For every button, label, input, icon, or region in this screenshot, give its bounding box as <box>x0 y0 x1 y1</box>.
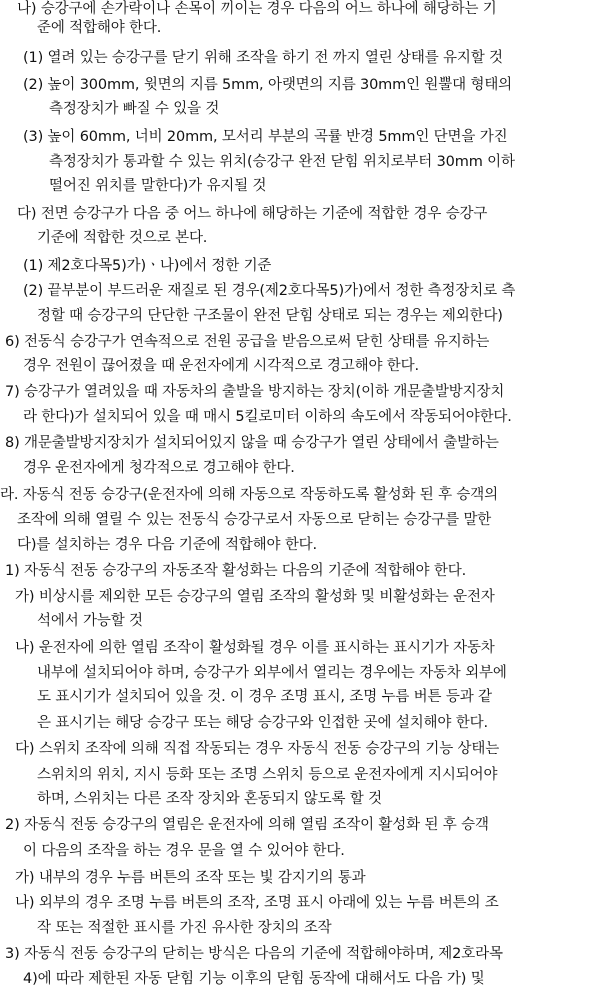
text-line: 다) 스위치 조작에 의해 직접 작동되는 경우 자동식 전동 승강구의 기능 상태는 <box>15 741 500 757</box>
text-line: (1) 제2호다목5)가)ㆍ나)에서 정한 기준 <box>23 258 272 274</box>
text-line: 8) 개문출발방지장치가 설치되어있지 않을 때 승강구가 열린 상태에서 출발하는 <box>5 435 499 451</box>
text-line: 하며, 스위치는 다른 조작 장치와 혼동되지 않도록 할 것 <box>37 791 382 807</box>
text-line: 6) 전동식 승강구가 연속적으로 전원 공급을 받음으로써 닫힌 상태를 유지하는 <box>5 334 490 350</box>
text-line: 다) 전면 승강구가 다음 중 어느 하나에 해당하는 기준에 적합한 경우 승강구 <box>17 206 488 222</box>
text-line: 정할 때 승강구의 단단한 구조물이 완전 닫힘 상태로 되는 경우는 제외한다) <box>37 308 503 324</box>
text-line: 조작에 의해 열릴 수 있는 전동식 승강구로서 자동으로 닫히는 승강구를 말한 <box>17 512 492 528</box>
text-line: 다)를 설치하는 경우 다음 기준에 적합해야 한다. <box>17 537 318 553</box>
text-line: 1) 자동식 전동 승강구의 자동조작 활성화는 다음의 기준에 적합해야 한다. <box>5 563 467 579</box>
text-line: 은 표시기는 해당 승강구 또는 해당 승강구와 인접한 곳에 설치해야 한다. <box>37 715 488 731</box>
text-line: (1) 열려 있는 승강구를 닫기 위해 조작을 하기 전 까지 열린 상태를 유지할 것 <box>23 50 503 66</box>
text-line: 나) 운전자에 의한 열림 조작이 활성화될 경우 이를 표시하는 표시기가 자동차 <box>15 640 495 656</box>
text-line: 석에서 가능할 것 <box>37 613 143 629</box>
text-line: 측정장치가 빠질 수 있을 것 <box>49 101 220 117</box>
text-line: (2) 높이 300mm, 윗면의 지름 5mm, 아랫면의 지름 30mm인 원뿔대 형태의 <box>23 77 513 93</box>
text-line: 나) 승강구에 손가락이나 손목이 끼이는 경우 다음의 어느 하나에 해당하는 기 <box>17 1 497 17</box>
text-line: 경우 전원이 끊어졌을 때 운전자에게 시각적으로 경고해야 한다. <box>23 358 419 374</box>
text-line: 측정장치가 통과할 수 있는 위치(승강구 완전 닫힘 위치로부터 30mm 이하 <box>49 154 515 170</box>
text-line: 이 다음의 조작을 하는 경우 문을 열 수 있어야 한다. <box>23 843 345 859</box>
text-line: 가) 비상시를 제외한 모든 승강구의 열림 조작의 활성화 및 비활성화는 운전자 <box>15 589 495 605</box>
text-line: 라. 자동식 전동 승강구(운전자에 의해 자동으로 작동하도록 활성화 된 후 승객의 <box>0 487 498 503</box>
text-line: 스위치의 위치, 지시 등화 또는 조명 스위치 등으로 운전자에게 지시되어야 <box>37 767 498 783</box>
text-line: 2) 자동식 전동 승강구의 열림은 운전자에 의해 열림 조작이 활성화 된 후 승객 <box>5 817 489 833</box>
text-line: 내부에 설치되어야 하며, 승강구가 외부에서 열리는 경우에는 자동차 외부에 <box>37 665 507 681</box>
text-line: 기준에 적합한 것으로 본다. <box>37 230 208 246</box>
text-line: 3) 자동식 전동 승강구의 닫히는 방식은 다음의 기준에 적합해야하며, 제2호라목 <box>5 946 503 962</box>
text-line: 라 한다)가 설치되어 있을 때 매시 5킬로미터 이하의 속도에서 작동되어야한다. <box>23 409 512 425</box>
text-line: 도 표시기가 설치되어 있을 것. 이 경우 조명 표시, 조명 누름 버튼 등과 같 <box>37 689 492 705</box>
text-line: (3) 높이 60mm, 너비 20mm, 모서리 부분의 곡률 반경 5mm인 단면을 가진 <box>23 129 508 145</box>
text-line: 떨어진 위치를 말한다)가 유지될 것 <box>49 178 267 194</box>
text-line: 7) 승강구가 열려있을 때 자동차의 출발을 방지하는 장치(이하 개문출발방지장치 <box>5 384 505 400</box>
text-line: 경우 운전자에게 청각적으로 경고해야 한다. <box>23 460 295 476</box>
text-line: 나) 외부의 경우 조명 누름 버튼의 조작, 조명 표시 아래에 있는 누름 버튼의 조 <box>15 895 499 911</box>
text-line: (2) 끝부분이 부드러운 재질로 된 경우(제2호다목5)가)에서 정한 측정장치로 측 <box>23 283 516 299</box>
text-line: 준에 적합해야 한다. <box>37 20 162 36</box>
text-line: 4)에 따라 제한된 자동 닫힘 기능 이후의 닫힘 동작에 대해서도 다음 가) 및 <box>23 971 485 987</box>
text-line: 가) 내부의 경우 누름 버튼의 조작 또는 빛 감지기의 통과 <box>15 870 366 886</box>
text-line: 작 또는 적절한 표시를 가진 유사한 장치의 조작 <box>37 920 332 936</box>
